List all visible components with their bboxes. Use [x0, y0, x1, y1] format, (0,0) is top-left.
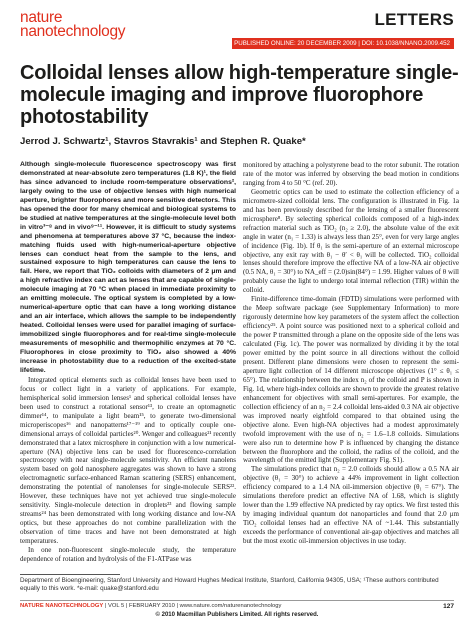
publication-info-bar: PUBLISHED ONLINE: 20 DECEMBER 2009 | DOI: 10.1038/NNANO.2009.452 [232, 38, 454, 49]
right-column [243, 161, 459, 572]
affiliation-footnote: Department of Bioengineering, Stanford University and Howard Hughes Medical Institute, Stanford, California 94305, USA; ¹These authors contributed equally to this work. *e-mail: quake@stanford.edu [20, 577, 439, 592]
left-column [20, 161, 236, 572]
journal-logo-line1: nature [20, 9, 63, 26]
journal-logo-line2: nanotechnology [20, 23, 126, 40]
footer-volume-info: | VOL 5 | FEBRUARY 2010 | www.nature.com/naturenanotechnology [103, 603, 282, 609]
body-paragraph: The simulations predict that n₂ = 2.0 colloids should allow a 0.5 NA air objective (θ₁ = 30°) to achieve a 44% improvement in light collection efficiency compared to a 1.4 NA oil-immersion objective (θ₁ = 67°). The simulations therefore predict an effective NA of 1.68, which is slightly lower than the 1.99 effective NA predicted by ray optics. We first tested this by imaging individual quantum dot nanoparticles and found that 2.0 μm TiO₂ colloidal lenses had an effective NA of ~1.44. This substantially exceeds the performance of conventional air-gap objectives and matches all but the most exotic oil-immersion objectives in use today. [243, 465, 459, 546]
page-footer [20, 602, 454, 611]
footer-journal-name: NATURE NANOTECHNOLOGY [20, 603, 104, 609]
page-number: 127 [443, 603, 454, 610]
body-paragraph: monitored by attaching a polystyrene bead to the rotor subunit. The rotation rate of the motor was inferred by observing the bead motion in conditions ranging from 4 to 50 °C (ref. 20). [243, 161, 459, 187]
body-paragraph: Geometric optics can be used to estimate the collection efficiency of a micrometre-sized colloidal lens. The configuration is illustrated in Fig. 1a and has been previously described for the lensing of a smaller fluorescent microsphere⁸. By selecting spherical colloids composed of a high-index refraction material such as TiO₂ (n₂ ≥ 2.0), the absolute value of the exit angle in water (n₁ = 1.33) is always less than 25°, even for very large angles of incidence (Fig. 1b). If θ₁ is the semi-aperture of an external microscope objective, any exit ray with θ₁ − θ′ < θ₁ will be collected. TiO₂ colloidal lenses should therefore improve the effective NA of a low-NA air objective (0.5 NA, θ₁ = 30°) to NA_eff = (2.0)sin(84°) = 1.99. Higher values of θ will probably cause the light to undergo total internal reflection (TIR) within the colloid. [243, 187, 459, 295]
abstract: Although single-molecule fluorescence spectroscopy was first demonstrated at near-absolute zero temperatures (1.8 K)¹, the field has since advanced to include room-temperature observations², largely owing to the use of objective lenses with high numerical aperture, brighter fluorophores and more sensitive detectors. This has opened the door for many chemical and biological systems to be studied at native temperatures at the single-molecule level both in vitro³⁻⁸ and in vivo⁹⁻¹¹. However, it is difficult to study systems and phenomena at temperatures above 37 °C, because the index-matching fluids used with high-numerical-aperture objective lenses can conduct heat from the sample to the lens, and sustained exposure to high temperatures can cause the lens to fail. Here, we report that TiO₂ colloids with diameters of 2 μm and a high refractive index can act as lenses that are capable of single-molecule imaging at 70 °C when placed in immediate proximity to an emitting molecule. The optical system is completed by a low-numerical-aperture optic that can have a long working distance and an air interface, which allows the sample to be independently heated. Colloidal lenses were used for parallel imaging of surface-immobilized single fluorophores and for real-time single-molecule measurements of mesophilic and thermophilic enzymes at 70 °C. Fluorophores in close proximity to TiO₂ also showed a 40% increase in photostability due to a reduction of the excited-state lifetime. [20, 161, 236, 374]
body-paragraph: In one non-fluorescent single-molecule study, the temperature dependence of rotation and hydrolysis of the F1-ATPase was [20, 545, 236, 563]
author-list: Jerrod J. Schwartz¹, Stavros Stavrakis¹ and Stephen R. Quake* [20, 136, 306, 147]
footnote-divider [20, 574, 120, 575]
body-paragraph: Finite-difference time-domain (FDTD) simulations were performed with the Meep software package (see Supplementary Information) to more rigorously determine how key parameters of the system affect the collection efficiency²⁵. A point source was positioned next to a spherical colloid and the power P transmitted through a plane on the opposite side of the lens was calculated (Fig. 1c). The power was normalized by dividing it by the total power emitted by the point source in all directions without the colloid present. Different plane dimensions were chosen to represent the semi-aperture light collection of 14 different microscope objectives (1° ≤ θ₁ ≤ 65°). The relationship between the index n₂ of the colloid and P is shown in Fig. 1d, where high-index colloids are shown to provide the greatest relative enhancement for objectives with small semi-apertures. For example, the collection efficiency of an n₂ = 2.4 colloidal lens-aided 0.3 NA air objective was improved nearly eightfold compared to that obtained using the objective alone. Even high-NA objectives had a modest approximately twofold improvement with the use of n₂ = 1.6–1.8 colloids. Simulations were also run to determine how P is influenced by changing the distance between the fluorophore and the colloid, the radius of the colloid, and the wavelength of the emitted light (Supplementary Fig. S1). [243, 295, 459, 465]
section-label: LETTERS [374, 10, 454, 29]
journal-logo [20, 11, 140, 39]
footer-divider [20, 600, 454, 601]
copyright-notice: © 2010 Macmillan Publishers Limited. All rights reserved. [155, 612, 319, 618]
body-paragraph: Integrated optical elements such as colloidal lenses have been used to focus or collect light in a variety of applications. For example, hemispherical solid immersion lenses¹ and spherical colloidal lenses have been used to construct a rotational sensor¹³, to create an optomagnetic dimmer¹⁴, to manipulate a light beam¹⁵, to generate two-dimensional microperiscopes¹⁶ and nanopatterns¹⁷⁻¹⁹ and to optically couple one-dimensional arrays of colloidal particles²⁰. Wenger and colleagues²¹ recently demonstrated that a latex microsphere in conjunction with a low numerical-aperture (NA) objective lens can be used for fluorescence-correlation spectroscopy with near single-molecule sensitivity. An efficient nanolens system based on gold nanosphere aggregates was shown to have a strong electromagnetic surface-enhanced Raman scattering (SERS) enhancement, demonstrating the potential of nanolenses for single-molecule SERS²². However, these techniques have not yet achieved true single-molecule sensitivity. Single-molecule detection in droplets²³ and flowing sample streams²⁴ has been demonstrated with long working distance and low-NA optics, but these approaches do not combine parallelization with the observation of time traces and have not been demonstrated at high temperatures. [20, 375, 236, 546]
article-title: Colloidal lenses allow high-temperature single-molecule imaging and improve fluorophore photostability [20, 62, 459, 128]
